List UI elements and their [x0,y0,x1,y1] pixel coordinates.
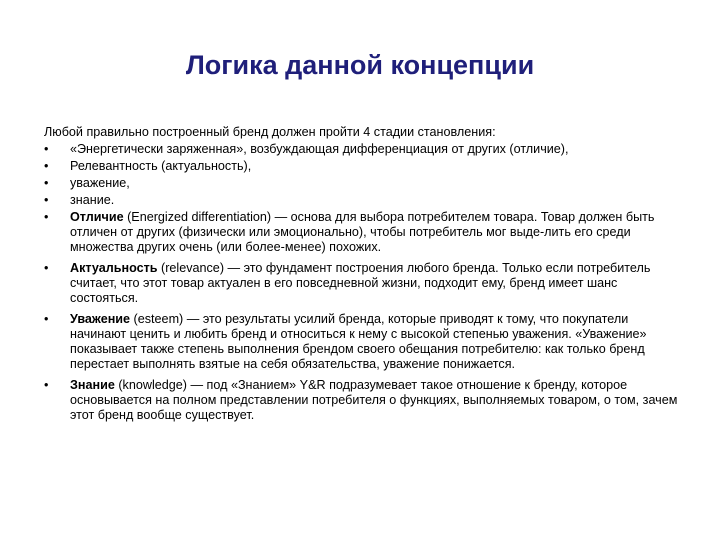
item-term: Уважение [70,312,131,326]
item-text: Релевантность (актуальность), [70,159,252,173]
bullet-icon: • [44,261,49,275]
item-text: уважение, [70,176,130,190]
list-item [44,378,684,423]
list-item [44,210,684,255]
item-text: (esteem) — это результаты усилий бренда, которые приводят к тому, что покупатели начинают ценить и любить бренд и относиться к нему с высокой степенью уважения. «Уважение» показывает также степень выполнения брендом своего обещания потребителю: как только бренд перестает выполнять взятые на себя обязательства, уважение понижается. [70,312,647,371]
item-term: Отличие [70,210,124,224]
item-text: (relevance) — это фундамент построения любого бренда. Только если потребитель считает, что этот товар актуален в его повседневной жизни, подходит ему, бренд имеет шанс состояться. [70,261,651,305]
bullet-icon: • [44,176,49,190]
list-item [44,142,684,157]
bullet-icon: • [44,159,49,173]
item-text: «Энергетически заряженная», возбуждающая дифференциация от других (отличие), [70,142,569,156]
slide-body [44,125,684,429]
list-item [44,193,684,208]
list-item [44,312,684,372]
item-term: Знание [70,378,115,392]
intro-text: Любой правильно построенный бренд должен пройти 4 стадии становления: [44,125,496,139]
list-item [44,159,684,174]
list-item [44,176,684,191]
bullet-icon: • [44,193,49,207]
bullet-list [44,142,684,423]
bullet-icon: • [44,312,49,326]
bullet-icon: • [44,378,49,392]
item-text: (knowledge) — под «Знанием» Y&R подразумевает такое отношение к бренду, которое основывается на полном представлении потребителя о функциях, выполняемых товаром, о том, зачем этот бренд вообще существует. [70,378,678,422]
list-item [44,261,684,306]
item-text: знание. [70,193,115,207]
item-term: Актуальность [70,261,158,275]
slide-title: Логика данной концепции [185,50,535,80]
bullet-icon: • [44,142,49,156]
item-text: (Energized differentiation) — основа для выбора потребителем товара. Товар должен быть отличен от других (физически или эмоционально), чтобы потребитель мог выде-лить его среди множества других очень (или более-менее) похожих. [70,210,655,254]
bullet-icon: • [44,210,49,224]
